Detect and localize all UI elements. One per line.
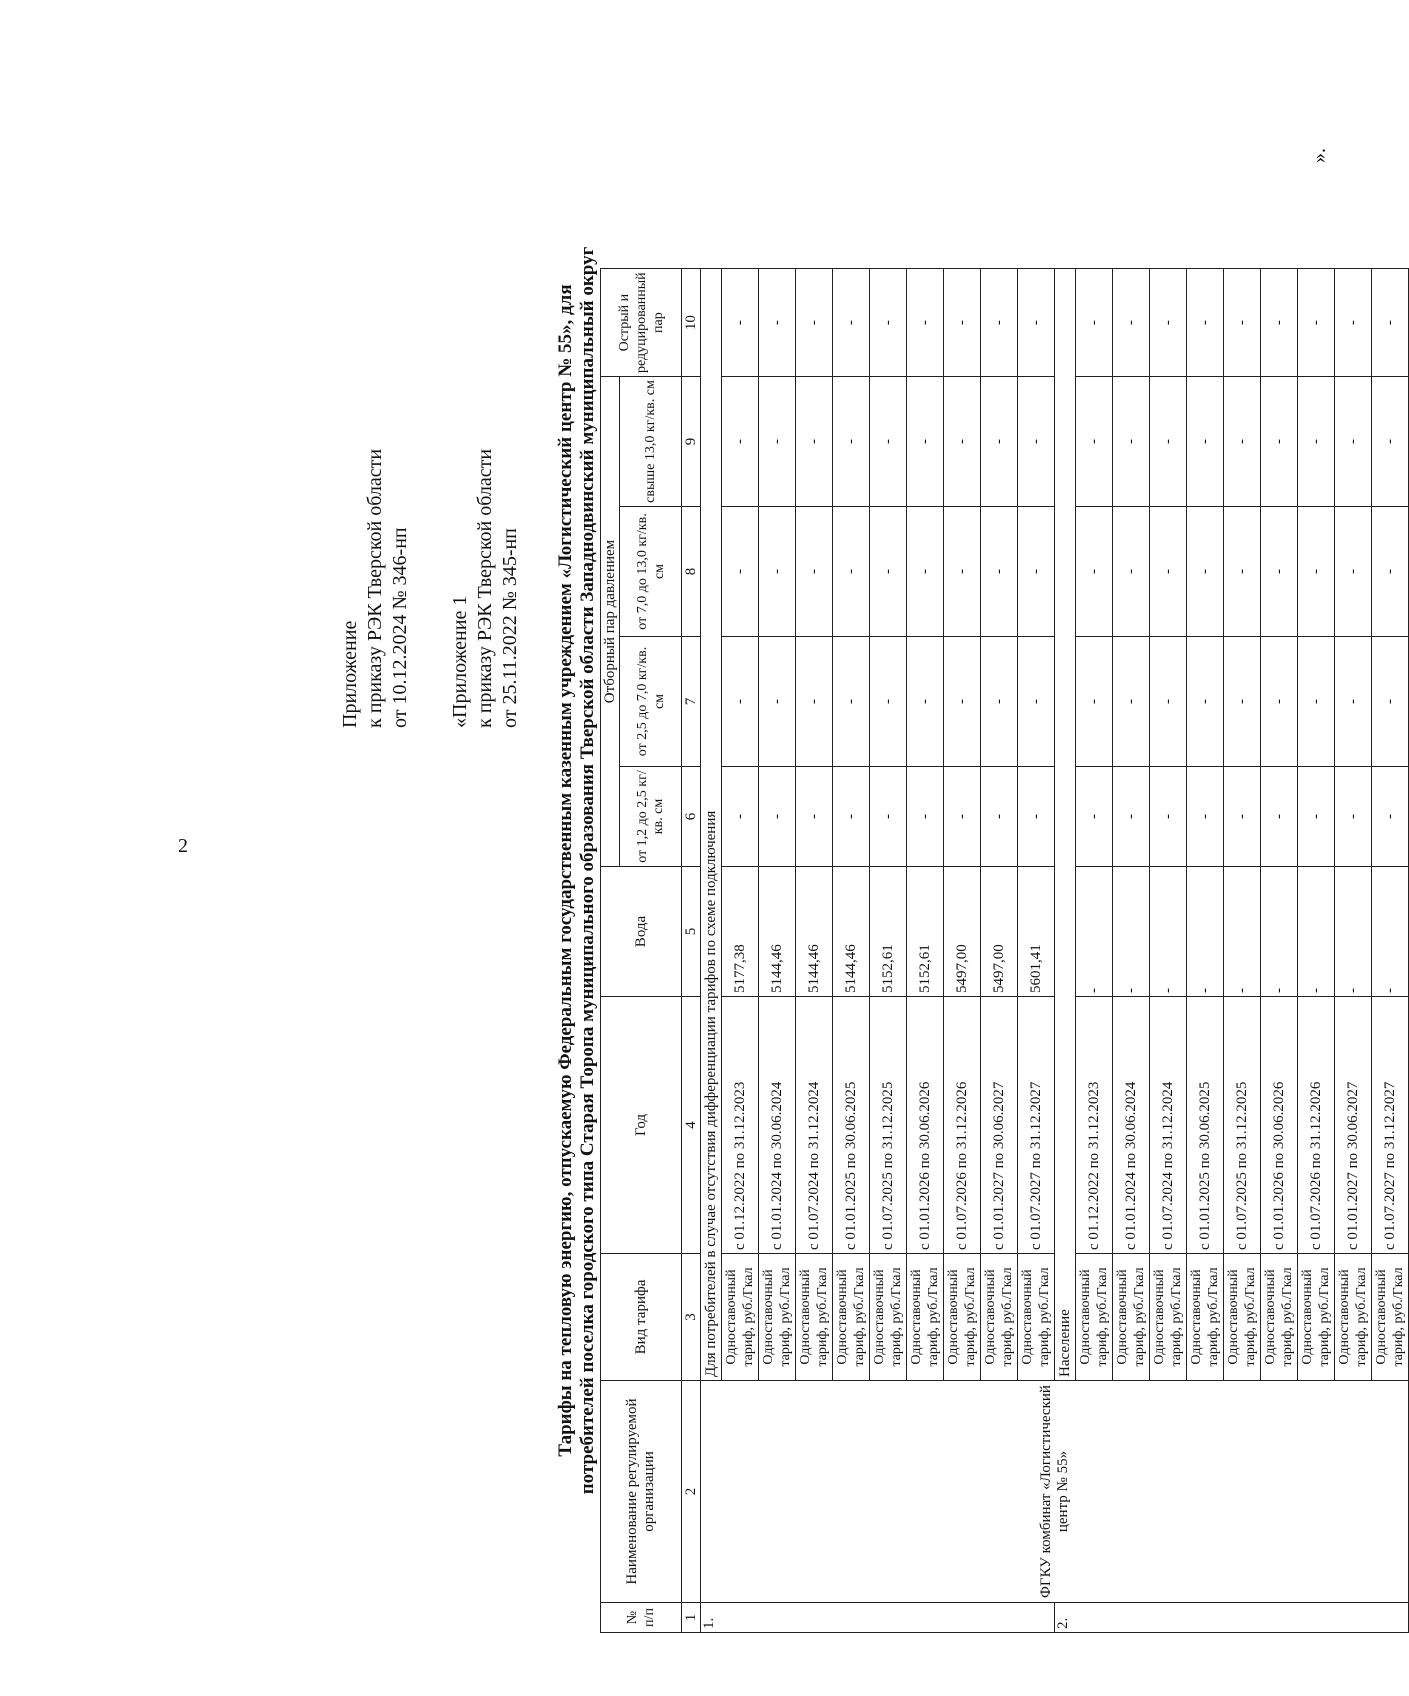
tariff-period: с 01.01.2027 по 30.06.2027 xyxy=(1335,997,1372,1254)
tariff-water: - xyxy=(1372,867,1409,997)
col-number: 1 xyxy=(682,1603,701,1633)
header-row-1 xyxy=(601,269,620,1633)
tariff-p2: - xyxy=(1187,637,1224,767)
tariff-sharp: - xyxy=(1224,269,1261,377)
tariff-p4: - xyxy=(722,377,759,507)
tariff-sharp: - xyxy=(870,269,907,377)
tariff-p2: - xyxy=(1298,637,1335,767)
tariff-water: - xyxy=(1187,867,1224,997)
tariff-p1: - xyxy=(1187,767,1224,867)
tariff-p3: - xyxy=(870,507,907,637)
tariff-p3: - xyxy=(796,507,833,637)
tariff-type: Одноставочный тариф, руб./Гкал xyxy=(944,1254,981,1381)
tariff-water: 5177,38 xyxy=(722,867,759,997)
tariff-type: Одноставочный тариф, руб./Гкал xyxy=(759,1254,796,1381)
tariff-sharp: - xyxy=(1076,269,1113,377)
tariff-type: Одноставочный тариф, руб./Гкал xyxy=(1372,1254,1409,1381)
tariff-p2: - xyxy=(722,637,759,767)
tariff-period: с 01.07.2027 по 31.12.2027 xyxy=(1018,997,1055,1254)
tariff-p4: - xyxy=(1018,377,1055,507)
tariff-p1: - xyxy=(796,767,833,867)
tariff-sharp: - xyxy=(833,269,870,377)
section-label: Для потребителей в случае отсутствия дифференциации тарифов по схеме подключения xyxy=(701,269,722,1381)
col-number: 10 xyxy=(682,269,701,377)
tariff-sharp: - xyxy=(1113,269,1150,377)
tariff-p4: - xyxy=(1113,377,1150,507)
tariff-type: Одноставочный тариф, руб./Гкал xyxy=(1224,1254,1261,1381)
col-number: 5 xyxy=(682,867,701,997)
header-type: Вид тарифа xyxy=(601,1254,682,1381)
appendix-line: от 10.12.2024 № 346-нп xyxy=(389,527,411,728)
tariff-period: с 01.07.2025 по 31.12.2025 xyxy=(870,997,907,1254)
tariff-type: Одноставочный тариф, руб./Гкал xyxy=(981,1254,1018,1381)
tariff-water: 5144,46 xyxy=(759,867,796,997)
tariff-p3: - xyxy=(1113,507,1150,637)
tariff-sharp: - xyxy=(1335,269,1372,377)
tariff-period: с 01.01.2024 по 30.06.2024 xyxy=(759,997,796,1254)
header-selective-steam: Отборный пар давлением xyxy=(601,377,620,867)
tariff-p3: - xyxy=(1335,507,1372,637)
tariff-period: с 01.07.2025 по 31.12.2025 xyxy=(1224,997,1261,1254)
section-label: Население xyxy=(1055,269,1076,1381)
tariff-p1: - xyxy=(722,767,759,867)
tariff-p1: - xyxy=(870,767,907,867)
tariff-p4: - xyxy=(907,377,944,507)
tariff-p4: - xyxy=(759,377,796,507)
tariff-water: 5152,61 xyxy=(907,867,944,997)
tariff-p1: - xyxy=(1335,767,1372,867)
tariff-sharp: - xyxy=(759,269,796,377)
tariff-period: с 01.07.2026 по 31.12.2026 xyxy=(1298,997,1335,1254)
tariff-p4: - xyxy=(944,377,981,507)
tariff-period: с 01.01.2026 по 30.06.2026 xyxy=(1261,997,1298,1254)
tariff-p4: - xyxy=(1261,377,1298,507)
tariff-p2: - xyxy=(1224,637,1261,767)
appendix-line: к приказу РЭК Тверской области xyxy=(364,448,386,728)
tariff-p1: - xyxy=(944,767,981,867)
col-number: 8 xyxy=(682,507,701,637)
tariff-water: - xyxy=(1298,867,1335,997)
organization-name: ФГКУ комбинат «Логистический центр № 55» xyxy=(701,1381,1409,1603)
tariff-water: - xyxy=(1224,867,1261,997)
tariff-p3: - xyxy=(722,507,759,637)
tariff-p1: - xyxy=(1372,767,1409,867)
tariff-water: - xyxy=(1150,867,1187,997)
tariff-p4: - xyxy=(1298,377,1335,507)
tariff-p3: - xyxy=(1076,507,1113,637)
section-row xyxy=(701,269,722,1633)
appendix-current xyxy=(338,449,413,728)
header-year: Год xyxy=(601,997,682,1254)
tariff-p4: - xyxy=(1187,377,1224,507)
col-number: 7 xyxy=(682,637,701,767)
tariff-p1: - xyxy=(833,767,870,867)
tariff-water: - xyxy=(1113,867,1150,997)
tariff-p2: - xyxy=(1150,637,1187,767)
header-org: Наименование регулируемой организации xyxy=(601,1381,682,1603)
header-water: Вода xyxy=(601,867,682,997)
tariff-period: с 01.12.2022 по 31.12.2023 xyxy=(722,997,759,1254)
section-number: 1. xyxy=(701,1603,1055,1633)
tariff-water: - xyxy=(1335,867,1372,997)
appendix-line: от 25.11.2022 № 345-нп xyxy=(499,528,521,728)
tariff-p3: - xyxy=(1018,507,1055,637)
tariff-period: с 01.01.2024 по 30.06.2024 xyxy=(1113,997,1150,1254)
tariff-p1: - xyxy=(1150,767,1187,867)
tariff-sharp: - xyxy=(981,269,1018,377)
title-line: потребителей поселка городского типа Старая Торопа муниципального образования Тверской области Западнодвинский муниципальный округ xyxy=(577,246,598,1495)
tariff-p1: - xyxy=(1113,767,1150,867)
header-p3: от 7,0 до 13,0 кг/кв. см xyxy=(620,507,682,637)
tariff-p3: - xyxy=(1298,507,1335,637)
tariff-period: с 01.01.2027 по 30.06.2027 xyxy=(981,997,1018,1254)
tariff-p1: - xyxy=(1018,767,1055,867)
header-p4: свыше 13,0 кг/кв. см xyxy=(620,377,682,507)
tariff-p2: - xyxy=(796,637,833,767)
tariff-type: Одноставочный тариф, руб./Гкал xyxy=(796,1254,833,1381)
tariff-type: Одноставочный тариф, руб./Гкал xyxy=(1261,1254,1298,1381)
tariff-p1: - xyxy=(981,767,1018,867)
tariff-p3: - xyxy=(1261,507,1298,637)
tariff-period: с 01.01.2025 по 30.06.2025 xyxy=(833,997,870,1254)
tariff-period: с 01.07.2026 по 31.12.2026 xyxy=(944,997,981,1254)
tariff-type: Одноставочный тариф, руб./Гкал xyxy=(1113,1254,1150,1381)
tariff-water: 5144,46 xyxy=(833,867,870,997)
tariff-period: с 01.01.2026 по 30.06.2026 xyxy=(907,997,944,1254)
tariff-sharp: - xyxy=(1018,269,1055,377)
col-number: 9 xyxy=(682,377,701,507)
tariff-p2: - xyxy=(944,637,981,767)
tariff-p4: - xyxy=(1076,377,1113,507)
tariff-p4: - xyxy=(1224,377,1261,507)
tariff-p2: - xyxy=(1113,637,1150,767)
tariff-p4: - xyxy=(870,377,907,507)
tariff-water: 5497,00 xyxy=(944,867,981,997)
tariff-p4: - xyxy=(833,377,870,507)
tariff-type: Одноставочный тариф, руб./Гкал xyxy=(1335,1254,1372,1381)
tariff-sharp: - xyxy=(1261,269,1298,377)
tariff-period: с 01.07.2024 по 31.12.2024 xyxy=(1150,997,1187,1254)
tariff-sharp: - xyxy=(1150,269,1187,377)
tariff-p3: - xyxy=(907,507,944,637)
column-number-row xyxy=(682,269,701,1633)
appendix-line: «Приложение 1 xyxy=(449,595,471,728)
tariff-p2: - xyxy=(1076,637,1113,767)
tariff-water: - xyxy=(1076,867,1113,997)
col-number: 4 xyxy=(682,997,701,1254)
tariff-water: - xyxy=(1261,867,1298,997)
tariff-p1: - xyxy=(1076,767,1113,867)
col-number: 6 xyxy=(682,767,701,867)
tariff-p2: - xyxy=(1372,637,1409,767)
appendix-amended xyxy=(448,449,523,728)
header-num: № п/п xyxy=(601,1603,682,1633)
tariff-period: с 01.07.2024 по 31.12.2024 xyxy=(796,997,833,1254)
tariff-sharp: - xyxy=(1372,269,1409,377)
tariff-period: с 01.07.2027 по 31.12.2027 xyxy=(1372,997,1409,1254)
tariff-p2: - xyxy=(870,637,907,767)
appendix-line: к приказу РЭК Тверской области xyxy=(474,448,496,728)
tariff-p4: - xyxy=(1335,377,1372,507)
tariff-p2: - xyxy=(907,637,944,767)
tariff-p4: - xyxy=(796,377,833,507)
tariff-p3: - xyxy=(944,507,981,637)
tariff-type: Одноставочный тариф, руб./Гкал xyxy=(1187,1254,1224,1381)
tariff-period: с 01.12.2022 по 31.12.2023 xyxy=(1076,997,1113,1254)
tariff-p1: - xyxy=(759,767,796,867)
tariff-p2: - xyxy=(1261,637,1298,767)
tariff-sharp: - xyxy=(907,269,944,377)
tariff-table xyxy=(600,268,1409,1633)
tariff-type: Одноставочный тариф, руб./Гкал xyxy=(1076,1254,1113,1381)
tariff-p4: - xyxy=(981,377,1018,507)
tariff-sharp: - xyxy=(722,269,759,377)
tariff-p2: - xyxy=(981,637,1018,767)
tariff-p3: - xyxy=(1224,507,1261,637)
tariff-type: Одноставочный тариф, руб./Гкал xyxy=(1150,1254,1187,1381)
tariff-p2: - xyxy=(759,637,796,767)
title-line: Тарифы на тепловую энергию, отпускаемую Федеральным государственным казенным учреждением «Логистический центр № 55», для xyxy=(555,284,576,1457)
tariff-period: с 01.01.2025 по 30.06.2025 xyxy=(1187,997,1224,1254)
tariff-type: Одноставочный тариф, руб./Гкал xyxy=(870,1254,907,1381)
tariff-type: Одноставочный тариф, руб./Гкал xyxy=(722,1254,759,1381)
col-number: 3 xyxy=(682,1254,701,1381)
col-number: 2 xyxy=(682,1381,701,1603)
header-sharp-steam: Острый и редуцированный пар xyxy=(601,269,682,377)
section-number: 2. xyxy=(1055,1603,1409,1633)
tariff-sharp: - xyxy=(796,269,833,377)
tariff-p1: - xyxy=(1298,767,1335,867)
tariff-type: Одноставочный тариф, руб./Гкал xyxy=(1018,1254,1055,1381)
header-p2: от 2,5 до 7,0 кг/кв. см xyxy=(620,637,682,767)
tariff-type: Одноставочный тариф, руб./Гкал xyxy=(833,1254,870,1381)
tariff-p3: - xyxy=(1372,507,1409,637)
tariff-type: Одноставочный тариф, руб./Гкал xyxy=(907,1254,944,1381)
tariff-p1: - xyxy=(1261,767,1298,867)
tariff-p3: - xyxy=(833,507,870,637)
tariff-water: 5497,00 xyxy=(981,867,1018,997)
tariff-p1: - xyxy=(1224,767,1261,867)
tariff-water: 5152,61 xyxy=(870,867,907,997)
page-number: 2 xyxy=(178,835,188,857)
tariff-sharp: - xyxy=(1298,269,1335,377)
tariff-p3: - xyxy=(1187,507,1224,637)
tariff-p2: - xyxy=(1335,637,1372,767)
document-title xyxy=(555,108,599,1633)
rotated-document xyxy=(308,108,1406,1633)
tariff-p3: - xyxy=(981,507,1018,637)
appendix-line: Приложение xyxy=(339,620,361,728)
tariff-sharp: - xyxy=(1187,269,1224,377)
tariff-p2: - xyxy=(1018,637,1055,767)
tariff-type: Одноставочный тариф, руб./Гкал xyxy=(1298,1254,1335,1381)
header-p1: от 1,2 до 2,5 кг/кв. см xyxy=(620,767,682,867)
tariff-sharp: - xyxy=(944,269,981,377)
tariff-p2: - xyxy=(833,637,870,767)
tariff-p3: - xyxy=(759,507,796,637)
tariff-p1: - xyxy=(907,767,944,867)
tariff-p4: - xyxy=(1150,377,1187,507)
tariff-water: 5144,46 xyxy=(796,867,833,997)
tariff-water: 5601,41 xyxy=(1018,867,1055,997)
tariff-p3: - xyxy=(1150,507,1187,637)
closing-mark: ». xyxy=(1308,148,1330,163)
tariff-p4: - xyxy=(1372,377,1409,507)
